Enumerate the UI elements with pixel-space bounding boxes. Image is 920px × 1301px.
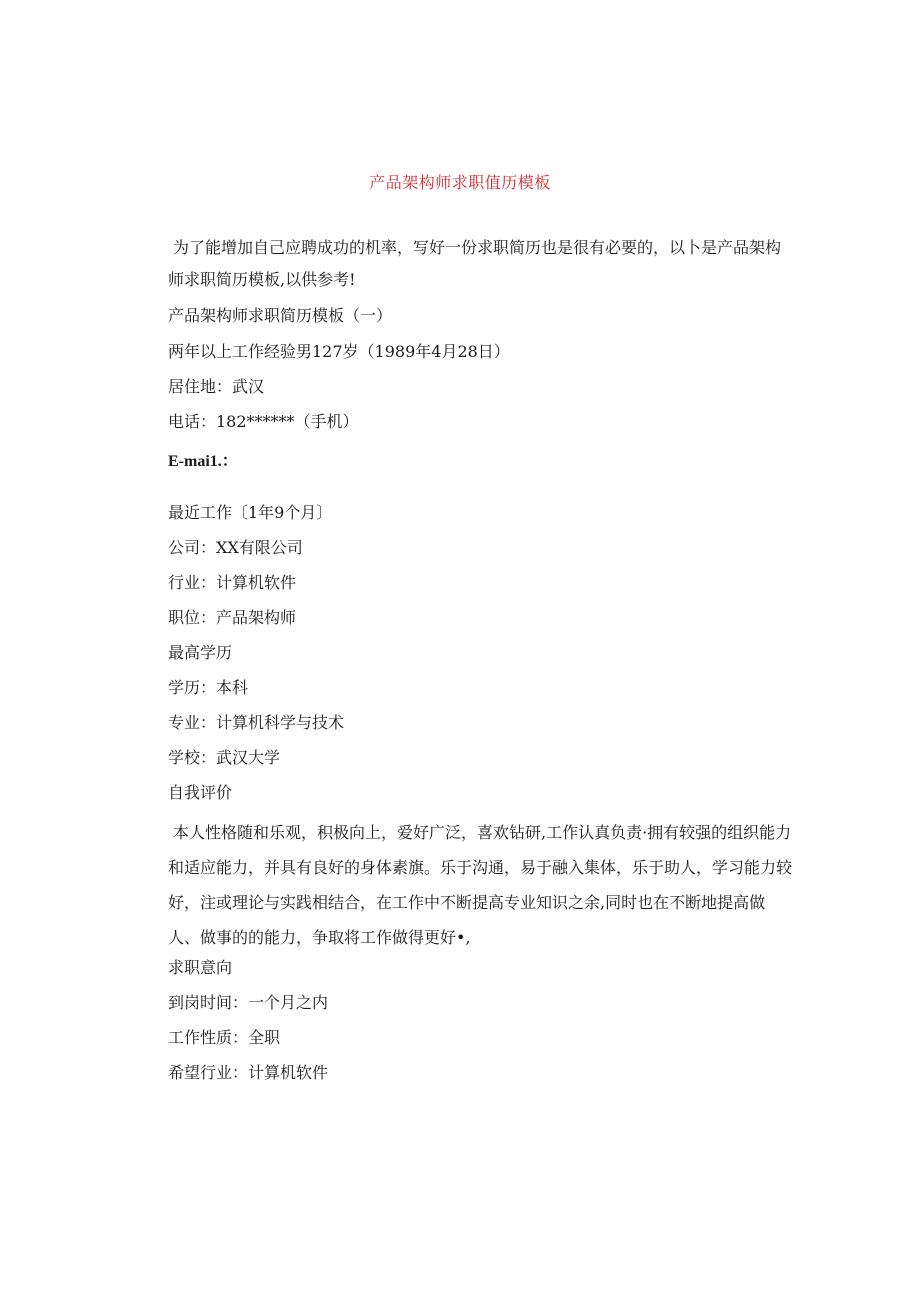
- template-heading: 产品架构师求职简历模板（一）: [168, 306, 393, 325]
- residence-line: 居住地：武汉: [168, 377, 265, 396]
- phone-line: 电话：182******（手机）: [168, 412, 359, 431]
- desired-industry-line: 希望行业：计算机软件: [168, 1063, 329, 1082]
- degree-line: 学历：本科: [168, 678, 249, 697]
- recent-work-heading: 最近工作〔1年9个月〕: [168, 503, 333, 522]
- company-line: 公司：XX有限公司: [168, 538, 303, 557]
- position-line: 职位：产品架构师: [168, 608, 297, 627]
- education-heading: 最高学历: [168, 643, 233, 662]
- self-evaluation-text: 本人性格随和乐观，积极向上，爱好广泛，喜欢钻研,工作认真负责·拥有较强的组织能力和适应能力，并具有良好的身体素旗。乐于沟通，易于融入集体，乐于助人，学习能力较好，注或理论与实践相结合，在工作中不断提高专业知识之余,同时也在不断地提高做人、做事的的能力，争取将工作做得更好•,: [168, 823, 793, 947]
- industry-line: 行业：计算机软件: [168, 573, 297, 592]
- document-title: 产品架构师求职值历模板: [369, 173, 551, 192]
- email-line: E-mai1.：: [168, 453, 238, 470]
- arrival-time-line: 到岗时间：一个月之内: [168, 993, 329, 1012]
- work-nature-line: 工作性质：全职: [168, 1028, 281, 1047]
- intro-paragraph: 为了能增加自己应聘成功的机率，写好一份求职简历也是很有必要的，以卜是产品架构师求职简历模板,以供参考!: [168, 238, 782, 289]
- school-line: 学校：武汉大学: [168, 748, 281, 767]
- experience-line: 两年以上工作经验男127岁（1989年4月28日）: [168, 342, 510, 361]
- job-intention-heading: 求职意向: [168, 958, 233, 977]
- major-line: 专业：计算机科学与技术: [168, 713, 345, 732]
- self-evaluation-heading: 自我评价: [168, 783, 233, 802]
